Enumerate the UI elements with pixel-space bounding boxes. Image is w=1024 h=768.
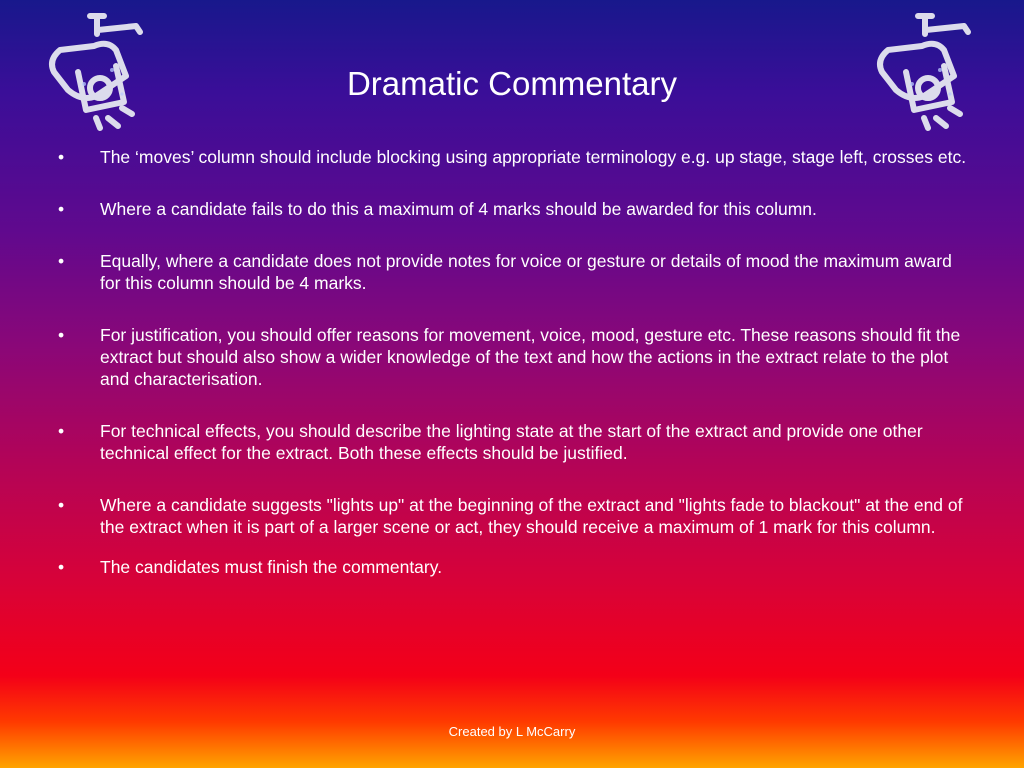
slide-title: Dramatic Commentary [346,65,678,102]
list-item [56,250,971,294]
bullet-text: For technical effects, you should describe the lighting state at the start of the extract and provide one other technical effect for the extract. Both these effects should be justified. [100,421,923,463]
bullet-icon: • [58,199,65,219]
bullet-icon: • [58,251,65,271]
bullet-text: Equally, where a candidate does not provide notes for voice or gesture or details of mood the maximum award for this column should be 4 marks. [100,251,952,293]
list-item [56,556,971,578]
list-item [56,146,971,168]
bullet-text: The ‘moves’ column should include blocking using appropriate terminology e.g. up stage, stage left, crosses etc. [100,147,967,167]
bullet-icon: • [58,495,65,515]
list-item [56,198,971,220]
bullet-icon: • [58,557,65,577]
list-item [56,420,971,464]
bullet-text: The candidates must finish the commentary. [100,557,443,577]
list-item [56,324,971,390]
bullet-icon: • [58,147,65,167]
bullet-text: For justification, you should offer reasons for movement, voice, mood, gesture etc. These reasons should fit the extract but should also show a wider knowledge of the text and how the actions in the extract relate to the plot and characterisation. [100,325,961,389]
list-item [56,494,971,538]
bullet-icon: • [58,325,65,345]
bullet-list [56,146,971,578]
footer-credit: Created by L McCarry [448,724,576,739]
bullet-text: Where a candidate fails to do this a maximum of 4 marks should be awarded for this column. [100,199,817,219]
bullet-icon: • [58,421,65,441]
bullet-text: Where a candidate suggests "lights up" at the beginning of the extract and "lights fade to blackout" at the end of the extract when it is part of a larger scene or act, they should receive a maximum of 1 mark for this column. [100,495,963,537]
